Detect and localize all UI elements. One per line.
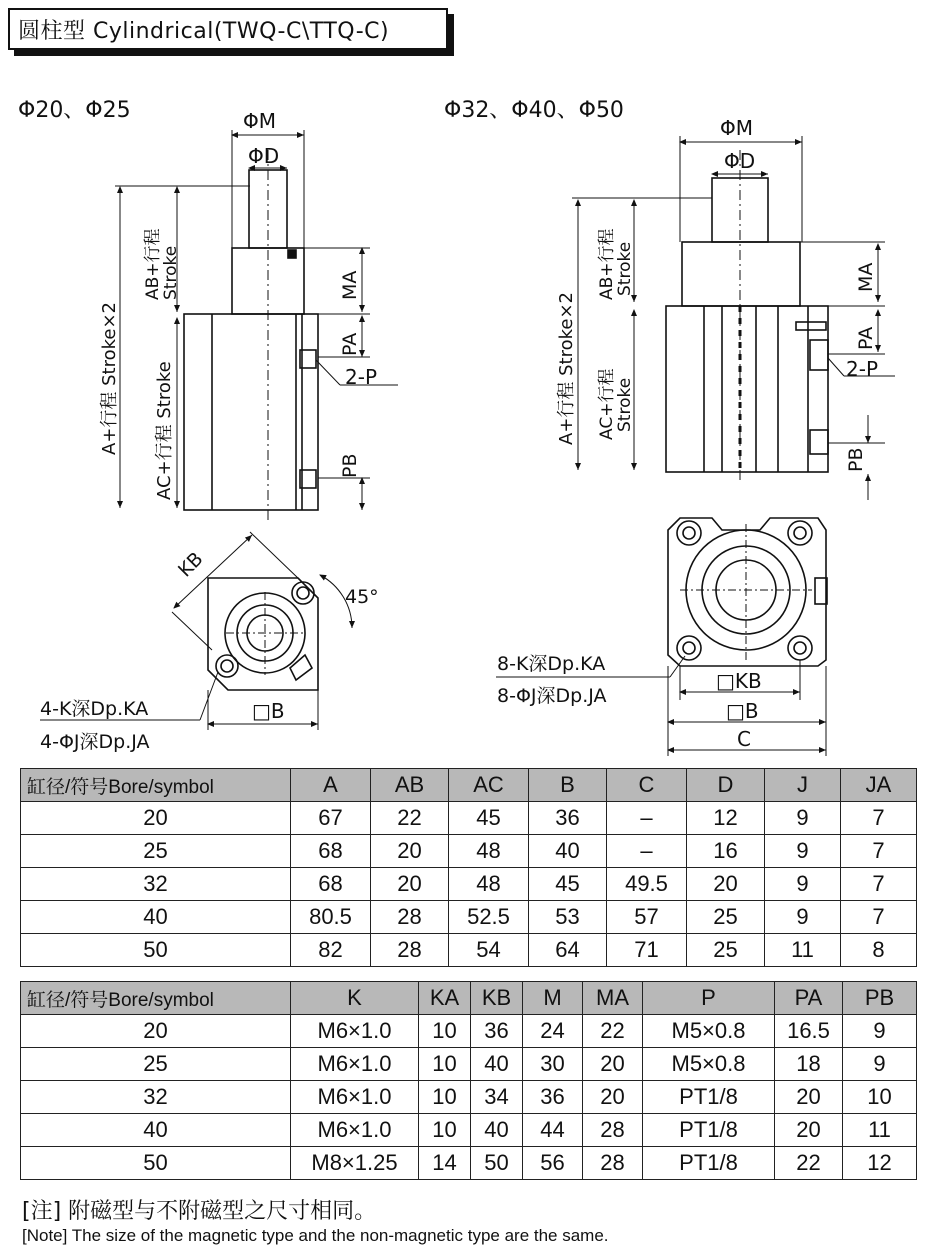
table-row — [21, 901, 917, 934]
table-cell: 53 — [529, 901, 607, 934]
table-cell: 67 — [291, 802, 371, 835]
table-cell: 20 — [21, 1015, 291, 1048]
table-cell: 20 — [21, 802, 291, 835]
table-cell: 50 — [21, 934, 291, 967]
table-cell: 20 — [371, 868, 449, 901]
table-cell: PT1/8 — [643, 1114, 775, 1147]
table-row — [21, 1147, 917, 1180]
table-cell: M5×0.8 — [643, 1015, 775, 1048]
right-k-depth: 8-K深Dp.KA — [497, 653, 606, 675]
table-cell: 9 — [765, 868, 841, 901]
right-box-kb: □KB — [716, 669, 762, 693]
table-cell: 22 — [583, 1015, 643, 1048]
table-cell: 36 — [529, 802, 607, 835]
spec-table-1 — [20, 768, 917, 967]
right-2p: 2-P — [846, 357, 879, 381]
left-phi-d: ΦD — [248, 144, 280, 168]
left-bore-label: Φ20、Φ25 — [18, 98, 131, 123]
table-cell: 44 — [523, 1114, 583, 1147]
table2-header: M — [523, 982, 583, 1015]
table-cell: 40 — [21, 1114, 291, 1147]
right-pa: PA — [855, 326, 877, 350]
table-cell: 30 — [523, 1048, 583, 1081]
table2-header-row — [21, 982, 917, 1015]
right-ma: MA — [855, 262, 877, 292]
table-cell: 20 — [775, 1114, 843, 1147]
table-cell: 8 — [841, 934, 917, 967]
left-pb: PB — [339, 453, 361, 478]
left-ac-stroke: AC+行程 Stroke — [154, 361, 175, 500]
table-cell: 40 — [529, 835, 607, 868]
left-end-view — [208, 578, 318, 690]
table1-header: 缸径/符号Bore/symbol — [21, 769, 291, 802]
right-a-stroke-x2: A+行程 Stroke×2 — [556, 291, 577, 445]
table-cell: 25 — [21, 835, 291, 868]
table2-header: MA — [583, 982, 643, 1015]
right-side-dimensions — [572, 136, 895, 500]
right-bore-label: Φ32、Φ40、Φ50 — [444, 98, 624, 123]
table-cell: 10 — [419, 1081, 471, 1114]
table-cell: 10 — [419, 1114, 471, 1147]
table-cell: 9 — [843, 1048, 917, 1081]
table2-header: KB — [471, 982, 523, 1015]
right-ab-stroke: AB+行程 — [597, 228, 617, 300]
table-cell: 57 — [607, 901, 687, 934]
table-cell: 34 — [471, 1081, 523, 1114]
table-cell: 68 — [291, 868, 371, 901]
right-side-view — [666, 150, 828, 482]
table-cell: 11 — [765, 934, 841, 967]
note-english: [Note] The size of the magnetic type and the non-magnetic type are the same. — [22, 1226, 609, 1245]
table1-header: J — [765, 769, 841, 802]
table-cell: M5×0.8 — [643, 1048, 775, 1081]
left-k-depth: 4-K深Dp.KA — [40, 698, 149, 720]
left-kb: KB — [173, 547, 208, 582]
table-cell: 7 — [841, 802, 917, 835]
table-row — [21, 802, 917, 835]
table-cell: M8×1.25 — [291, 1147, 419, 1180]
table-cell: 40 — [471, 1048, 523, 1081]
table-cell: 7 — [841, 835, 917, 868]
table-cell: 7 — [841, 901, 917, 934]
table-cell: 49.5 — [607, 868, 687, 901]
table2-header: K — [291, 982, 419, 1015]
left-j-depth: 4-ΦJ深Dp.JA — [40, 731, 150, 753]
table-cell: 71 — [607, 934, 687, 967]
table-cell: 45 — [449, 802, 529, 835]
table-cell: 80.5 — [291, 901, 371, 934]
table-row — [21, 1048, 917, 1081]
left-angle: 45° — [345, 586, 379, 608]
left-ab-stroke-en: Stroke — [161, 245, 181, 300]
table1-header: JA — [841, 769, 917, 802]
table-cell: 10 — [419, 1048, 471, 1081]
table-cell: 36 — [523, 1081, 583, 1114]
left-ma: MA — [339, 270, 361, 300]
table-cell: 20 — [775, 1081, 843, 1114]
table2-header: 缸径/符号Bore/symbol — [21, 982, 291, 1015]
table-cell: 9 — [765, 835, 841, 868]
left-ab-stroke: AB+行程 — [143, 228, 163, 300]
table-cell: 64 — [529, 934, 607, 967]
table2-header: KA — [419, 982, 471, 1015]
table-row — [21, 934, 917, 967]
table-cell: 40 — [471, 1114, 523, 1147]
table-cell: 20 — [371, 835, 449, 868]
table-cell: 25 — [687, 901, 765, 934]
table-cell: 16 — [687, 835, 765, 868]
table-cell: 68 — [291, 835, 371, 868]
left-pa: PA — [339, 332, 361, 356]
table-row — [21, 835, 917, 868]
table1-header: B — [529, 769, 607, 802]
table-cell: M6×1.0 — [291, 1015, 419, 1048]
table-cell: 18 — [775, 1048, 843, 1081]
spec-table-2 — [20, 981, 917, 1180]
table-cell: 9 — [765, 901, 841, 934]
table1-header: D — [687, 769, 765, 802]
left-phi-m: ΦM — [243, 109, 276, 133]
table1-header: AC — [449, 769, 529, 802]
table-row — [21, 1114, 917, 1147]
table-cell: 20 — [583, 1081, 643, 1114]
table-row — [21, 868, 917, 901]
table-cell: 45 — [529, 868, 607, 901]
table-cell: 54 — [449, 934, 529, 967]
left-box-b: □B — [252, 699, 285, 723]
table-cell: 50 — [471, 1147, 523, 1180]
table-cell: 10 — [419, 1015, 471, 1048]
note-chinese: [注] 附磁型与不附磁型之尺寸相同。 — [22, 1199, 377, 1224]
right-ac-stroke-cn: AC+行程 — [597, 368, 617, 440]
table1-header-row — [21, 769, 917, 802]
left-side-view — [184, 150, 318, 520]
table-cell: 16.5 — [775, 1015, 843, 1048]
right-end-view — [668, 518, 827, 666]
table-cell: 25 — [21, 1048, 291, 1081]
table-cell: 36 — [471, 1015, 523, 1048]
table-cell: 28 — [371, 901, 449, 934]
right-j-depth: 8-ΦJ深Dp.JA — [497, 685, 607, 707]
table-cell: 20 — [687, 868, 765, 901]
table-cell: M6×1.0 — [291, 1081, 419, 1114]
section-title-text: 圆柱型 Cylindrical(TWQ-C\TTQ-C) — [18, 18, 390, 44]
table-cell: 9 — [843, 1015, 917, 1048]
table-cell: 48 — [449, 835, 529, 868]
table-cell: 12 — [843, 1147, 917, 1180]
table-row — [21, 1015, 917, 1048]
table1-header: C — [607, 769, 687, 802]
left-2p: 2-P — [345, 365, 378, 389]
table-cell: 20 — [583, 1048, 643, 1081]
table-cell: 7 — [841, 868, 917, 901]
table-cell: PT1/8 — [643, 1081, 775, 1114]
table-cell: M6×1.0 — [291, 1114, 419, 1147]
table-cell: 12 — [687, 802, 765, 835]
table1-header: A — [291, 769, 371, 802]
table-cell: 10 — [843, 1081, 917, 1114]
table-cell: 52.5 — [449, 901, 529, 934]
table-cell: 28 — [583, 1114, 643, 1147]
right-ac-stroke-en: Stroke — [615, 377, 635, 432]
table-cell: 24 — [523, 1015, 583, 1048]
right-box-b: □B — [726, 699, 759, 723]
table-cell: – — [607, 835, 687, 868]
table-cell: 11 — [843, 1114, 917, 1147]
table-cell: 28 — [371, 934, 449, 967]
table1-header: AB — [371, 769, 449, 802]
left-a-stroke-x2: A+行程 Stroke×2 — [99, 301, 120, 455]
table-row — [21, 1081, 917, 1114]
table-cell: 22 — [775, 1147, 843, 1180]
table-cell: 28 — [583, 1147, 643, 1180]
table-cell: 48 — [449, 868, 529, 901]
right-pb: PB — [845, 447, 867, 472]
table2-header: PB — [843, 982, 917, 1015]
table-cell: 82 — [291, 934, 371, 967]
table-cell: PT1/8 — [643, 1147, 775, 1180]
table-cell: 32 — [21, 1081, 291, 1114]
table-cell: 22 — [371, 802, 449, 835]
table-cell: – — [607, 802, 687, 835]
table-cell: 32 — [21, 868, 291, 901]
table-cell: 56 — [523, 1147, 583, 1180]
table-cell: M6×1.0 — [291, 1048, 419, 1081]
table-cell: 25 — [687, 934, 765, 967]
table-cell: 50 — [21, 1147, 291, 1180]
table-cell: 40 — [21, 901, 291, 934]
right-ab-stroke-en: Stroke — [615, 241, 635, 296]
right-phi-d: ΦD — [724, 149, 756, 173]
table2-header: PA — [775, 982, 843, 1015]
table-cell: 14 — [419, 1147, 471, 1180]
table2-header: P — [643, 982, 775, 1015]
right-c: C — [737, 727, 751, 751]
right-phi-m: ΦM — [720, 116, 753, 140]
table-cell: 9 — [765, 802, 841, 835]
